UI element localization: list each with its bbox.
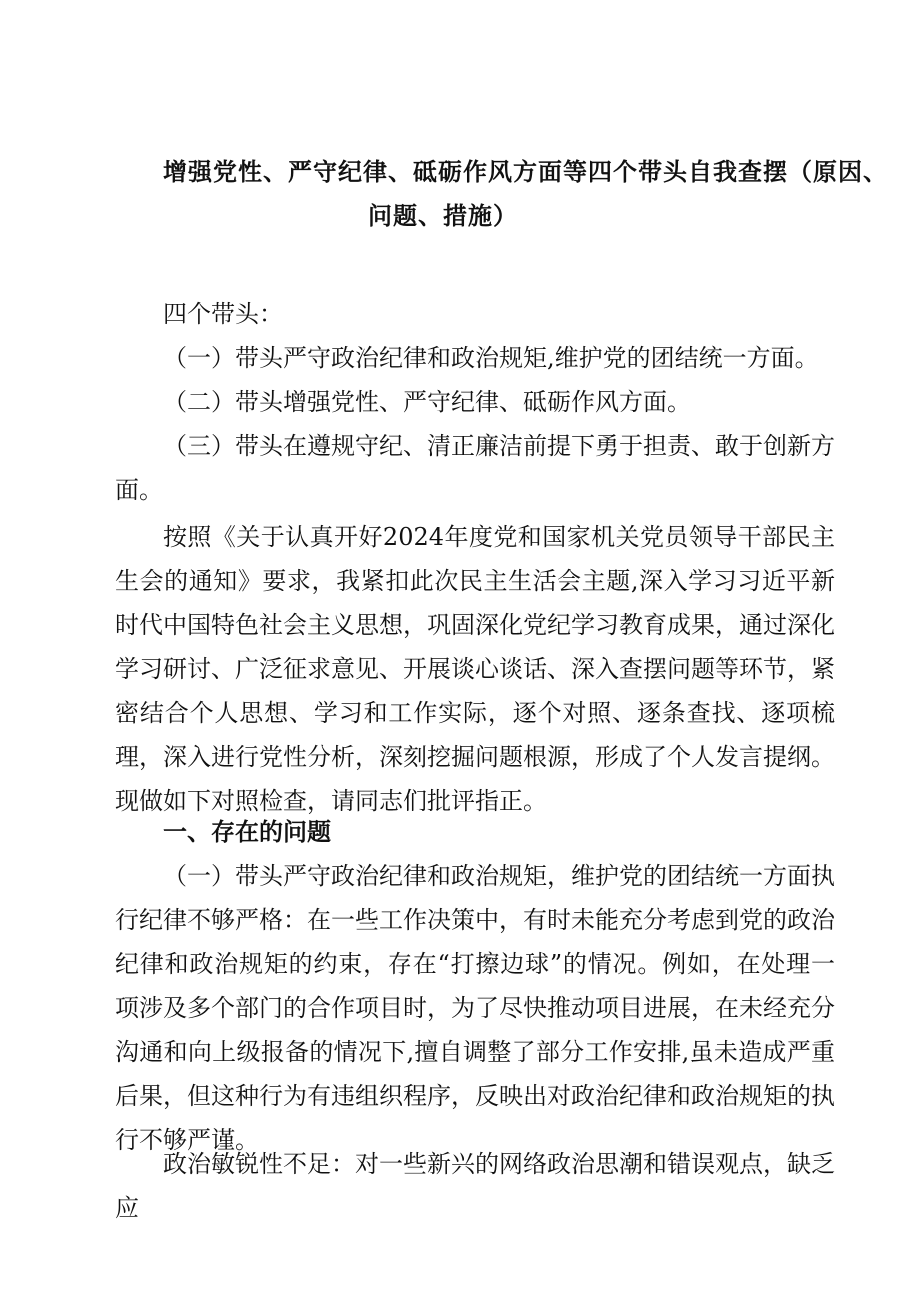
main-block [115,515,835,823]
intro-label: 四个带头： [163,300,283,328]
last-block [115,1142,835,1230]
document-title-line-2: 问题、措施） [368,202,518,230]
issue-block [115,854,835,1162]
main-paragraph: 按照《关于认真开好2024年度党和国家机关党员领导干部民主生会的通知》要求，我紧扣此次民主生活会主题,深入学习习近平新时代中国特色社会主义思想，巩固深化党纪学习教育成果，通过深化学习研讨、广泛征求意见、开展谈心谈话、深入查摆问题等环节，紧密结合个人思想、学习和工作实际，逐个对照、逐条查找、逐项梳理，深入进行党性分析，深刻挖掘问题根源，形成了个人发言提纲。现做如下对照检查，请同志们批评指正。 [115,523,835,815]
issue-paragraph: （一）带头严守政治纪律和政治规矩，维护党的团结统一方面执行纪律不够严格：在一些工作决策中，有时未能充分考虑到党的政治纪律和政治规矩的约束，存在“打擦边球”的情况。例如，在处理一项涉及多个部门的合作项目时，为了尽快推动项目进展，在未经充分沟通和向上级报备的情况下,擅自调整了部分工作安排,虽未造成严重后果，但这种行为有违组织程序，反映出对政治纪律和政治规矩的执行不够严谨。 [115,862,835,1154]
section-heading: 一、存在的问题 [163,818,331,846]
list-item: （三）带头在遵规守纪、清正廉洁前提下勇于担责、敢于创新方面。 [115,432,835,504]
lead-block [115,292,835,512]
section-block [115,810,835,854]
last-paragraph: 政治敏锐性不足：对一些新兴的网络政治思潮和错误观点，缺乏应 [115,1150,835,1222]
list-item: （一）带头严守政治纪律和政治规矩,维护党的团结统一方面。 [163,344,819,372]
document-title-line-1: 增强党性、严守纪律、砥砺作风方面等四个带头自我查摆（原因、 [163,158,888,186]
list-item: （二）带头增强党性、严守纪律、砥砺作风方面。 [163,388,691,416]
